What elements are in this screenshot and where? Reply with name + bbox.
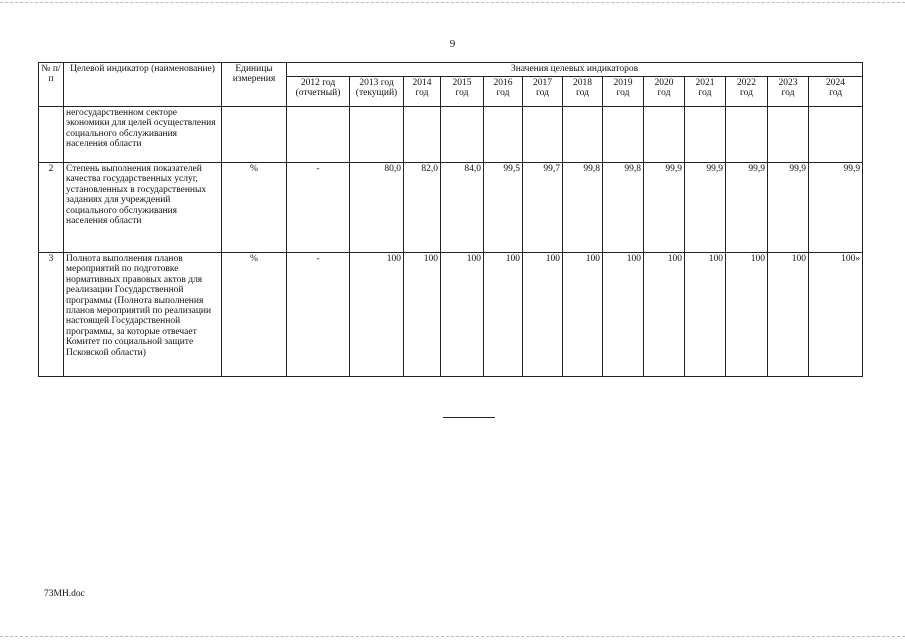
- header-year-2: [404, 77, 441, 107]
- header-year-5: [523, 77, 563, 107]
- header-year-line: год: [536, 88, 549, 99]
- value-cell: [685, 107, 726, 163]
- header-year-line: год: [415, 88, 429, 99]
- value-cell: 84,0: [441, 163, 484, 253]
- header-year-line: год: [781, 88, 795, 99]
- header-num: № п/п: [39, 63, 64, 107]
- header-year-line: 2013 год: [359, 78, 394, 88]
- header-year-line: 2017: [533, 78, 552, 88]
- table-row: [39, 163, 863, 253]
- header-year-1: [350, 77, 404, 107]
- indicator-name: негосударственном секторе экономики для целей осуществления социального обслуживания населения области: [64, 107, 222, 163]
- value-cell: 99,9: [726, 163, 768, 253]
- header-year-line: (отчетный): [295, 88, 341, 99]
- value-cell: [644, 107, 685, 163]
- table-row: [39, 253, 863, 377]
- value-cell: [404, 107, 441, 163]
- header-year-line: 2012 год: [300, 78, 336, 88]
- header-year-line: год: [576, 88, 589, 99]
- header-year-line: 2020: [654, 78, 674, 88]
- header-year-9: [685, 77, 726, 107]
- header-year-line: 2018: [573, 78, 592, 88]
- scan-edge-top: [0, 2, 905, 3]
- value-cell: 100: [603, 253, 644, 377]
- header-year-0: [287, 77, 350, 107]
- value-cell: 99,9: [644, 163, 685, 253]
- value-cell: [484, 107, 523, 163]
- row-number: 2: [39, 163, 64, 253]
- row-number: [39, 107, 64, 163]
- indicator-name: Полнота выполнения планов мероприятий по подготовке нормативных правовых актов для реализации Государственной программы (Полнота выполнения планов мероприятий по реализации настоящей Государственной программы, за которые отвечает Комитет по социальной защите Псковской области): [64, 253, 222, 377]
- header-year-line: год: [455, 88, 469, 99]
- value-cell: 100: [484, 253, 523, 377]
- value-cell: 100: [563, 253, 603, 377]
- value-cell: [726, 107, 768, 163]
- header-year-line: 2019: [613, 78, 633, 88]
- page-number: 9: [449, 38, 456, 50]
- value-cell: [768, 107, 809, 163]
- end-rule: [443, 417, 495, 418]
- indicator-unit: [222, 107, 287, 163]
- value-cell: 99,8: [563, 163, 603, 253]
- value-cell: [563, 107, 603, 163]
- header-year-line: 2016: [493, 78, 513, 88]
- header-year-3: [441, 77, 484, 107]
- indicator-unit: %: [222, 163, 287, 253]
- value-cell: 99,9: [768, 163, 809, 253]
- header-values-group: Значения целевых индикаторов: [287, 63, 863, 77]
- header-year-line: год: [698, 88, 712, 99]
- value-cell: 100: [404, 253, 441, 377]
- value-cell: -: [287, 253, 350, 377]
- value-cell: 100: [685, 253, 726, 377]
- header-year-12: [809, 77, 863, 107]
- header-year-6: [563, 77, 603, 107]
- footer-filename: 73МН.doc: [44, 589, 85, 599]
- value-cell: [809, 107, 863, 163]
- header-year-8: [644, 77, 685, 107]
- header-year-7: [603, 77, 644, 107]
- value-cell: 99,9: [809, 163, 863, 253]
- value-cell: 100»: [809, 253, 863, 377]
- value-cell: -: [287, 163, 350, 253]
- header-year-4: [484, 77, 523, 107]
- value-cell: 100: [523, 253, 563, 377]
- header-year-line: 2021: [695, 78, 715, 88]
- value-cell: [523, 107, 563, 163]
- header-year-line: (текущий): [355, 88, 398, 99]
- header-year-line: год: [616, 88, 630, 99]
- header-year-line: 2024: [826, 78, 846, 88]
- value-cell: 100: [768, 253, 809, 377]
- value-cell: [287, 107, 350, 163]
- target-indicators-table: [38, 62, 863, 377]
- value-cell: 82,0: [404, 163, 441, 253]
- value-cell: [603, 107, 644, 163]
- value-cell: 99,7: [523, 163, 563, 253]
- header-year-line: 2015: [452, 78, 472, 88]
- scan-edge-bottom: [0, 636, 905, 637]
- row-number: 3: [39, 253, 64, 377]
- value-cell: 99,9: [685, 163, 726, 253]
- header-year-11: [768, 77, 809, 107]
- header-units: Единицы измерения: [222, 63, 287, 107]
- indicator-unit: %: [222, 253, 287, 377]
- header-year-10: [726, 77, 768, 107]
- value-cell: [441, 107, 484, 163]
- value-cell: 99,8: [603, 163, 644, 253]
- header-year-line: год: [829, 88, 843, 99]
- value-cell: 100: [350, 253, 404, 377]
- indicator-name: Степень выполнения показателей качества государственных услуг, установленных в государственных заданиях для учреждений социального обслуживания населения области: [64, 163, 222, 253]
- value-cell: 100: [441, 253, 484, 377]
- value-cell: 99,5: [484, 163, 523, 253]
- value-cell: 100: [644, 253, 685, 377]
- header-year-line: год: [740, 88, 753, 99]
- header-year-line: год: [496, 88, 510, 99]
- value-cell: 100: [726, 253, 768, 377]
- header-year-line: год: [657, 88, 671, 99]
- table-row: [39, 107, 863, 163]
- header-year-line: 2022: [737, 78, 756, 88]
- header-year-line: 2014: [412, 78, 432, 88]
- header-year-line: 2023: [778, 78, 798, 88]
- value-cell: 80,0: [350, 163, 404, 253]
- value-cell: [350, 107, 404, 163]
- header-indicator: Целевой индикатор (наименование): [64, 63, 222, 107]
